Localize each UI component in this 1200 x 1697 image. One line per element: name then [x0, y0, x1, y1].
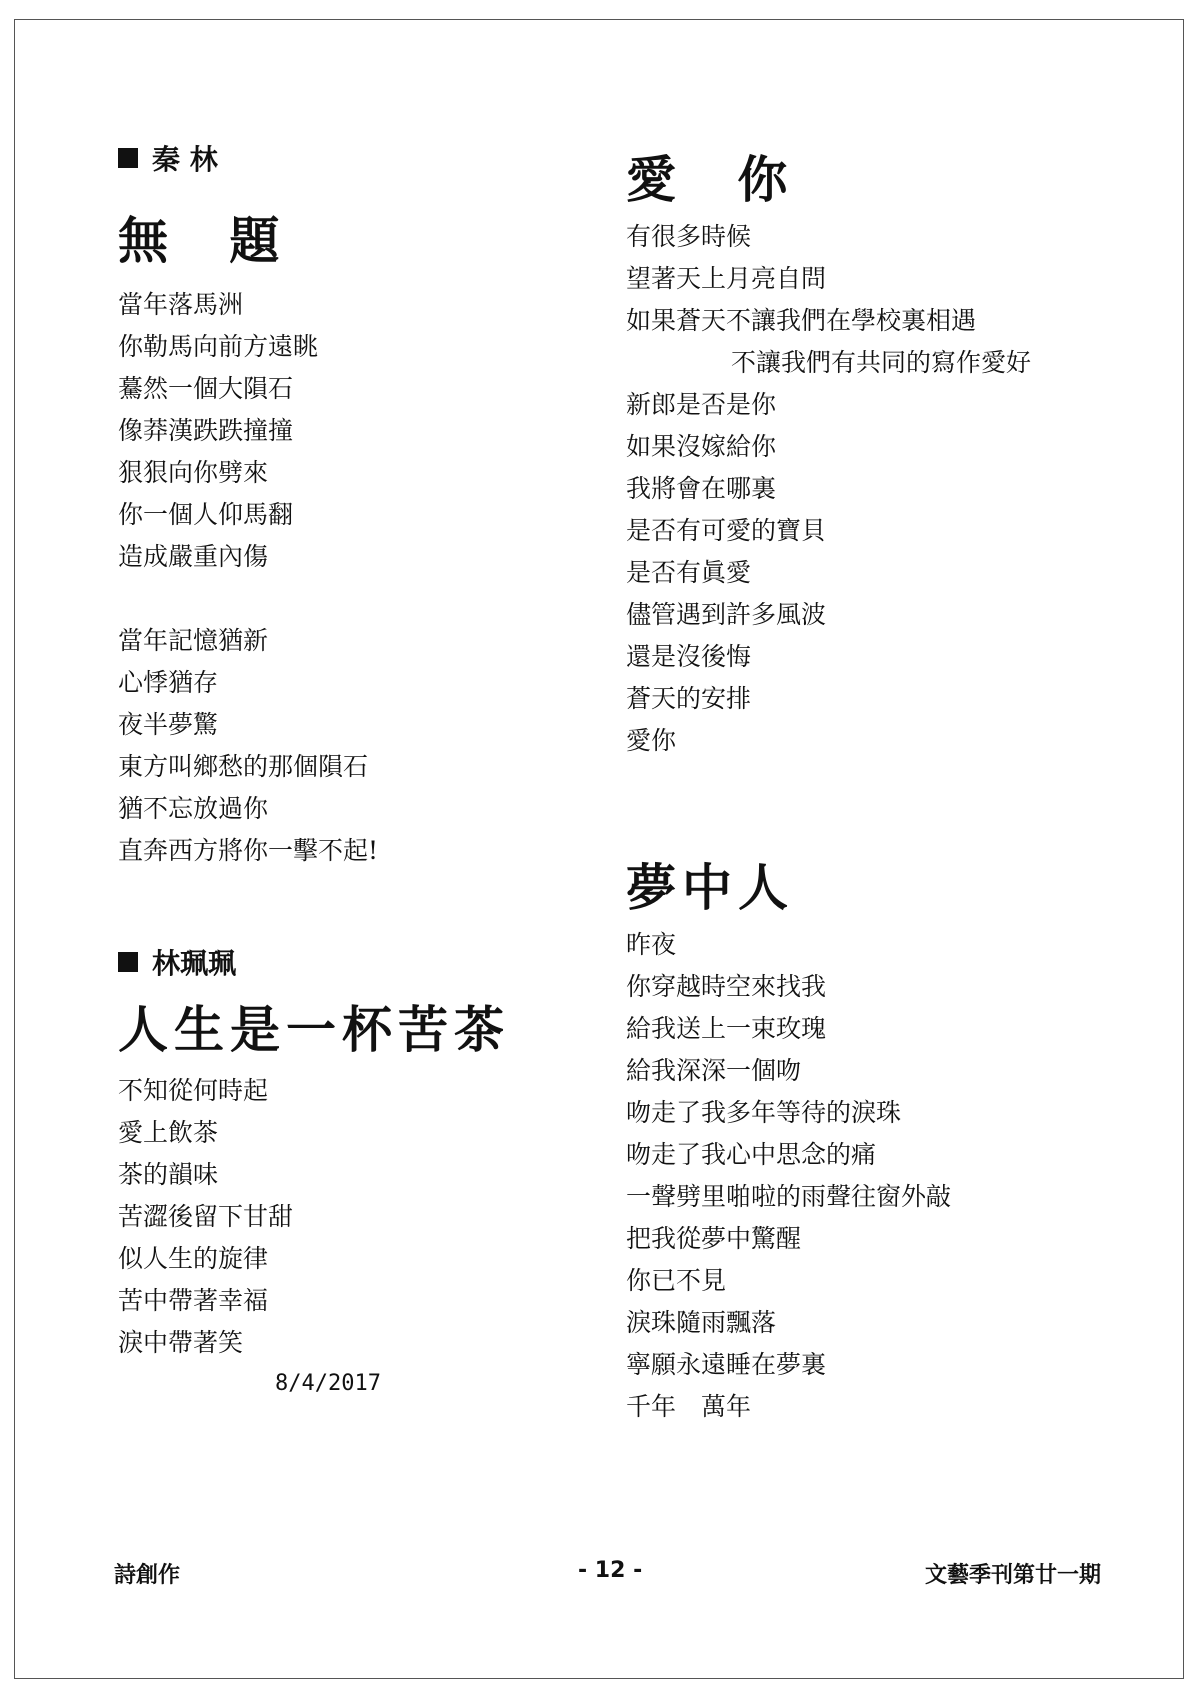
poem-line: 如果蒼天不讓我們在學校裏相遇 [626, 306, 977, 335]
poem-line: 茶的韻味 [118, 1160, 219, 1189]
poem-line: 苦澀後留下甘甜 [118, 1202, 294, 1231]
poem-line: 給我深深一個吻 [626, 1056, 802, 1085]
poem-title: 無 題 [118, 211, 302, 270]
poem-line: 你一個人仰馬翻 [118, 500, 294, 529]
poem-line: 有很多時候 [626, 222, 752, 251]
poem-line: 心悸猶存 [118, 668, 219, 697]
poem-title: 愛 你 [626, 150, 810, 209]
poem-line: 直奔西方將你一擊不起! [118, 836, 379, 865]
right-column [626, 150, 1126, 1428]
stanza-break [118, 578, 588, 620]
poem-line: 狠狠向你劈來 [118, 458, 269, 487]
author-byline [118, 138, 588, 178]
poem-line: 猶不忘放過你 [118, 794, 269, 823]
author-name: 秦 林 [152, 143, 218, 176]
poem-line: 造成嚴重內傷 [118, 542, 269, 571]
poem-title: 夢中人 [626, 858, 794, 917]
poem-line: 昨夜 [626, 930, 677, 959]
poem-body [626, 216, 1126, 762]
poem-line: 東方叫鄉愁的那個隕石 [118, 752, 369, 781]
poem-line: 你勒馬向前方遠眺 [118, 332, 319, 361]
square-bullet-icon [118, 952, 138, 972]
poem-line: 給我送上一束玫瑰 [626, 1014, 827, 1043]
poem-line: 把我從夢中驚醒 [626, 1224, 802, 1253]
poem-body [118, 1070, 588, 1364]
author-byline [118, 942, 588, 982]
left-column [118, 138, 588, 1404]
poem-line: 苦中帶著幸福 [118, 1286, 269, 1315]
author-name: 林珮珮 [152, 947, 237, 980]
poem-line: 驀然一個大隕石 [118, 374, 294, 403]
poem-line: 一聲劈里啪啦的雨聲往窗外敲 [626, 1182, 952, 1211]
poem-line: 不知從何時起 [118, 1076, 269, 1105]
poem-line: 千年 萬年 [626, 1392, 752, 1421]
poem-line: 像莽漢跌跌撞撞 [118, 416, 294, 445]
poem-line: 儘管遇到許多風波 [626, 600, 827, 629]
footer-publication: 文藝季刊第廿一期 [925, 1563, 1102, 1588]
poem-line: 吻走了我心中思念的痛 [626, 1140, 877, 1169]
poem-line: 是否有可愛的寶貝 [626, 516, 827, 545]
footer-section: 詩創作 [114, 1563, 181, 1588]
poem-line: 你穿越時空來找我 [626, 972, 827, 1001]
poem-line: 還是沒後悔 [626, 642, 752, 671]
poem-line: 淚中帶著笑 [118, 1328, 244, 1357]
poem-body [626, 924, 1126, 1428]
poem-line: 望著天上月亮自問 [626, 264, 827, 293]
poem-line: 寧願永遠睡在夢裏 [626, 1350, 827, 1379]
poem-line: 吻走了我多年等待的淚珠 [626, 1098, 902, 1127]
square-bullet-icon [118, 148, 138, 168]
poem-line: 不讓我們有共同的寫作愛好 [731, 348, 1032, 377]
poem-line: 似人生的旋律 [118, 1244, 269, 1273]
poem-line: 你已不見 [626, 1266, 727, 1295]
poem-line: 蒼天的安排 [626, 684, 752, 713]
poem-body [118, 284, 588, 872]
poem-line: 新郎是否是你 [626, 390, 777, 419]
poem-date: 8/4/2017 [275, 1371, 381, 1396]
poem-line: 是否有眞愛 [626, 558, 752, 587]
page-number: - 12 - [578, 1558, 643, 1583]
poem-title: 人生是一杯苦茶 [118, 1000, 510, 1059]
poem-line: 如果沒嫁給你 [626, 432, 777, 461]
poem-line: 淚珠隨雨飄落 [626, 1308, 777, 1337]
poem-line: 當年落馬洲 [118, 290, 244, 319]
poem-line: 當年記憶猶新 [118, 626, 269, 655]
poem-line: 夜半夢驚 [118, 710, 219, 739]
poem-line: 我將會在哪裏 [626, 474, 777, 503]
poem-line: 愛你 [626, 726, 677, 755]
poem-line: 愛上飲茶 [118, 1118, 219, 1147]
